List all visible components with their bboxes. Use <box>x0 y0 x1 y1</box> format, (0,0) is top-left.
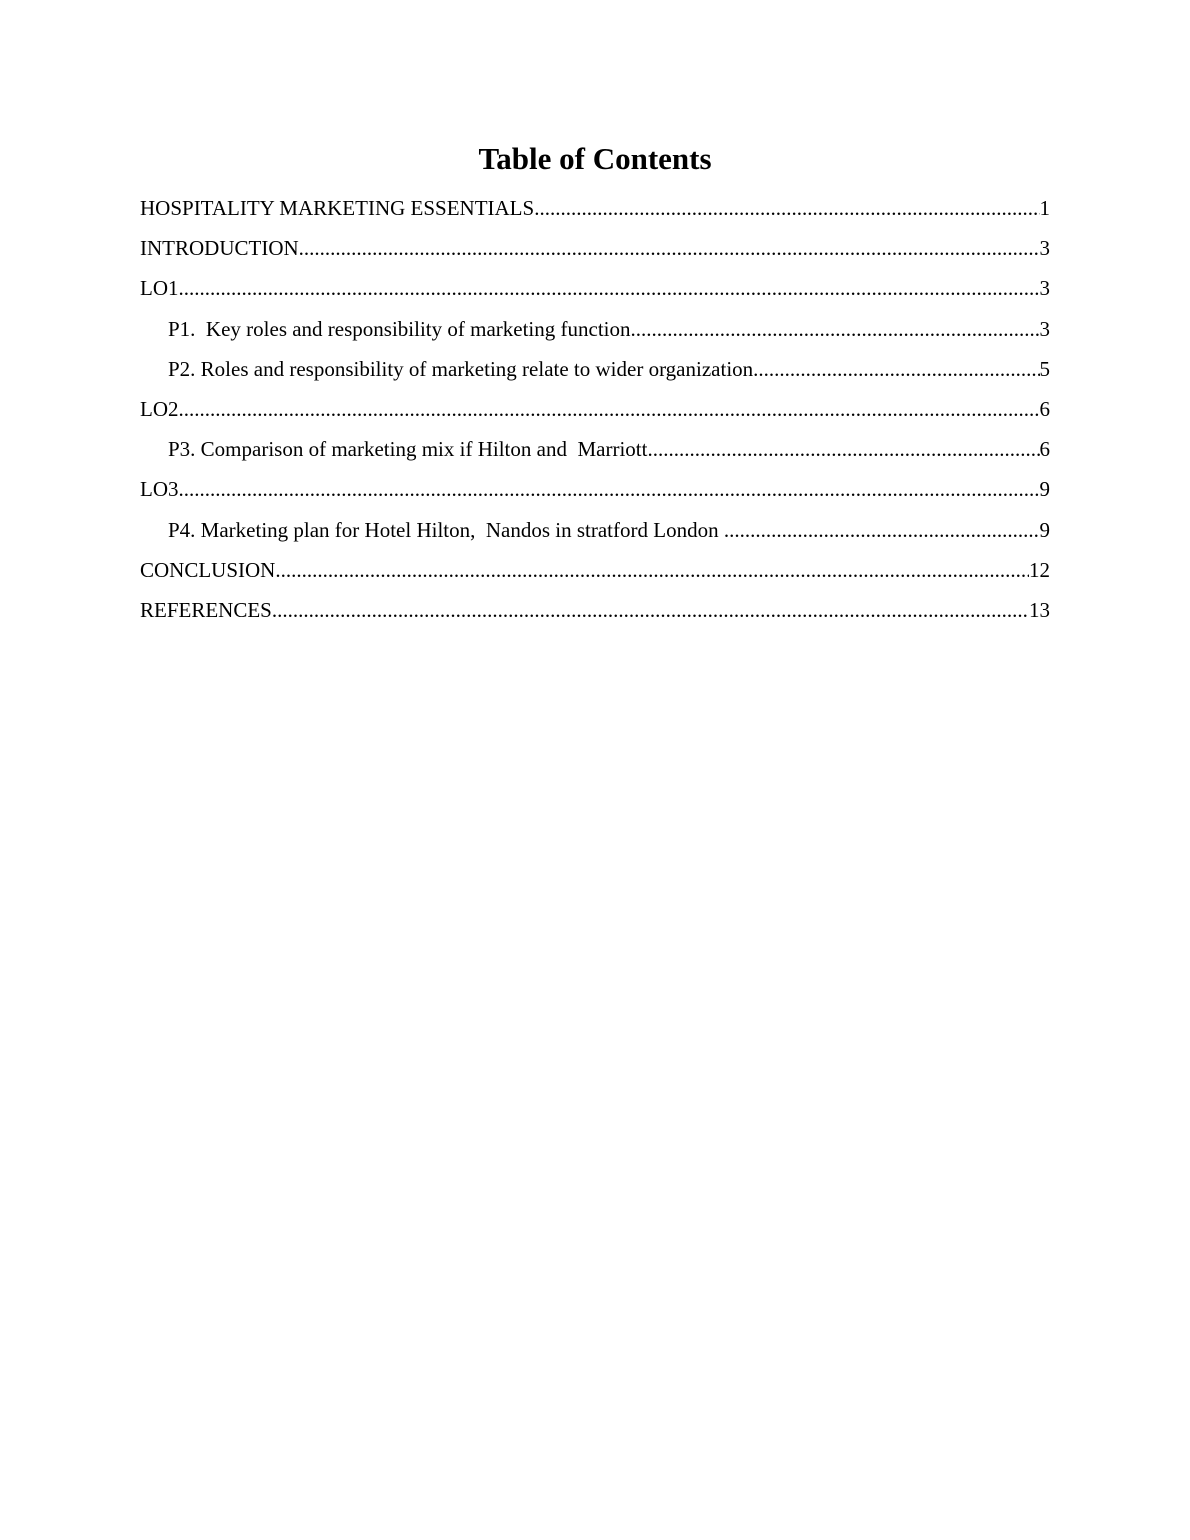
toc-entry-label: P3. Comparison of marketing mix if Hilton and Marriott <box>168 437 648 462</box>
toc-dot-leader <box>275 555 1029 585</box>
toc-page-number: 1 <box>1039 196 1050 220</box>
toc-dot-leader <box>272 595 1029 625</box>
toc-entry-label: P2. Roles and responsibility of marketing relate to wider organization <box>168 356 754 381</box>
table-of-contents <box>140 193 1050 635</box>
toc-entry[interactable] <box>140 595 1050 635</box>
toc-entry-label: INTRODUCTION <box>140 236 299 261</box>
toc-dot-leader <box>647 434 1039 464</box>
toc-dot-leader <box>179 474 1040 504</box>
page-title: Table of Contents <box>478 141 712 176</box>
toc-entry-label: LO2 <box>140 396 179 421</box>
toc-dot-leader <box>299 233 1040 263</box>
toc-dot-leader <box>631 314 1040 344</box>
toc-entry[interactable] <box>140 193 1050 233</box>
toc-page-number: 12 <box>1029 557 1050 582</box>
toc-dot-leader <box>753 354 1039 384</box>
toc-entry[interactable] <box>140 394 1050 434</box>
toc-page-number: 9 <box>1039 517 1050 542</box>
toc-dot-leader <box>534 193 1039 223</box>
toc-page-number: 3 <box>1039 316 1050 341</box>
toc-page-number: 13 <box>1029 597 1050 622</box>
toc-entry-label: LO3 <box>140 477 179 502</box>
toc-entry-label: CONCLUSION <box>140 557 276 582</box>
toc-dot-leader <box>179 394 1040 424</box>
toc-entry-label: P1. Key roles and responsibility of marketing function <box>168 316 631 341</box>
toc-entry-label: P4. Marketing plan for Hotel Hilton, Nandos in stratford London <box>168 517 724 542</box>
toc-page-number: 6 <box>1039 396 1050 421</box>
toc-dot-leader <box>179 273 1040 303</box>
toc-subentry[interactable] <box>140 314 1050 354</box>
toc-entry[interactable] <box>140 474 1050 514</box>
toc-entry-label: REFERENCES <box>140 597 272 622</box>
toc-subentry[interactable] <box>140 515 1050 555</box>
toc-entry[interactable] <box>140 555 1050 595</box>
toc-entry-label: HOSPITALITY MARKETING ESSENTIALS <box>140 196 535 220</box>
toc-page-number: 6 <box>1039 437 1050 462</box>
toc-page-number: 9 <box>1039 477 1050 502</box>
toc-subentry[interactable] <box>140 354 1050 394</box>
toc-entry[interactable] <box>140 273 1050 313</box>
toc-entry-label: LO1 <box>140 276 179 301</box>
toc-page-number: 3 <box>1039 236 1050 261</box>
toc-subentry[interactable] <box>140 434 1050 474</box>
toc-page-number: 5 <box>1039 356 1050 381</box>
toc-page-number: 3 <box>1039 276 1050 301</box>
toc-entry[interactable] <box>140 233 1050 273</box>
toc-dot-leader <box>724 515 1040 545</box>
